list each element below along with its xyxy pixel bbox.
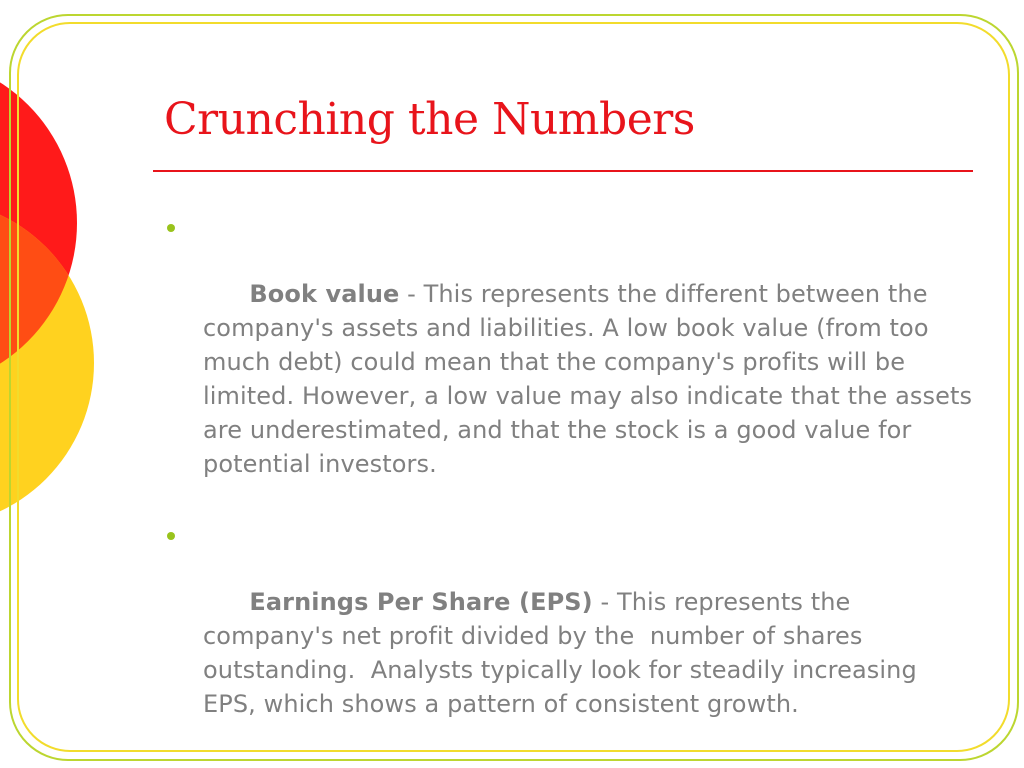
bullet-list (203, 209, 980, 757)
title-underline (153, 170, 973, 172)
bullet-item-eps (203, 517, 973, 755)
bullet-dot-icon (167, 532, 175, 540)
bullet-term: Book value (249, 280, 400, 308)
bullet-dot-icon (167, 224, 175, 232)
bullet-text: - This represents the company's net profit divided by the number of shares outstanding. Analysts typically look for steadily increasing EPS, which shows a pattern of consistent growth. (203, 588, 925, 718)
bullet-term: Earnings Per Share (EPS) (249, 588, 593, 616)
bullet-text: - This represents the different between the company's assets and liabilities. A low book value (from too much debt) could mean that the company's profits will be limited. However, a low value may also indicate that the assets are underestimated, and that the stock is a good value for potential investors. (203, 280, 980, 478)
bullet-item-book-value (203, 209, 980, 515)
slide-title: Crunching the Numbers (164, 94, 695, 145)
